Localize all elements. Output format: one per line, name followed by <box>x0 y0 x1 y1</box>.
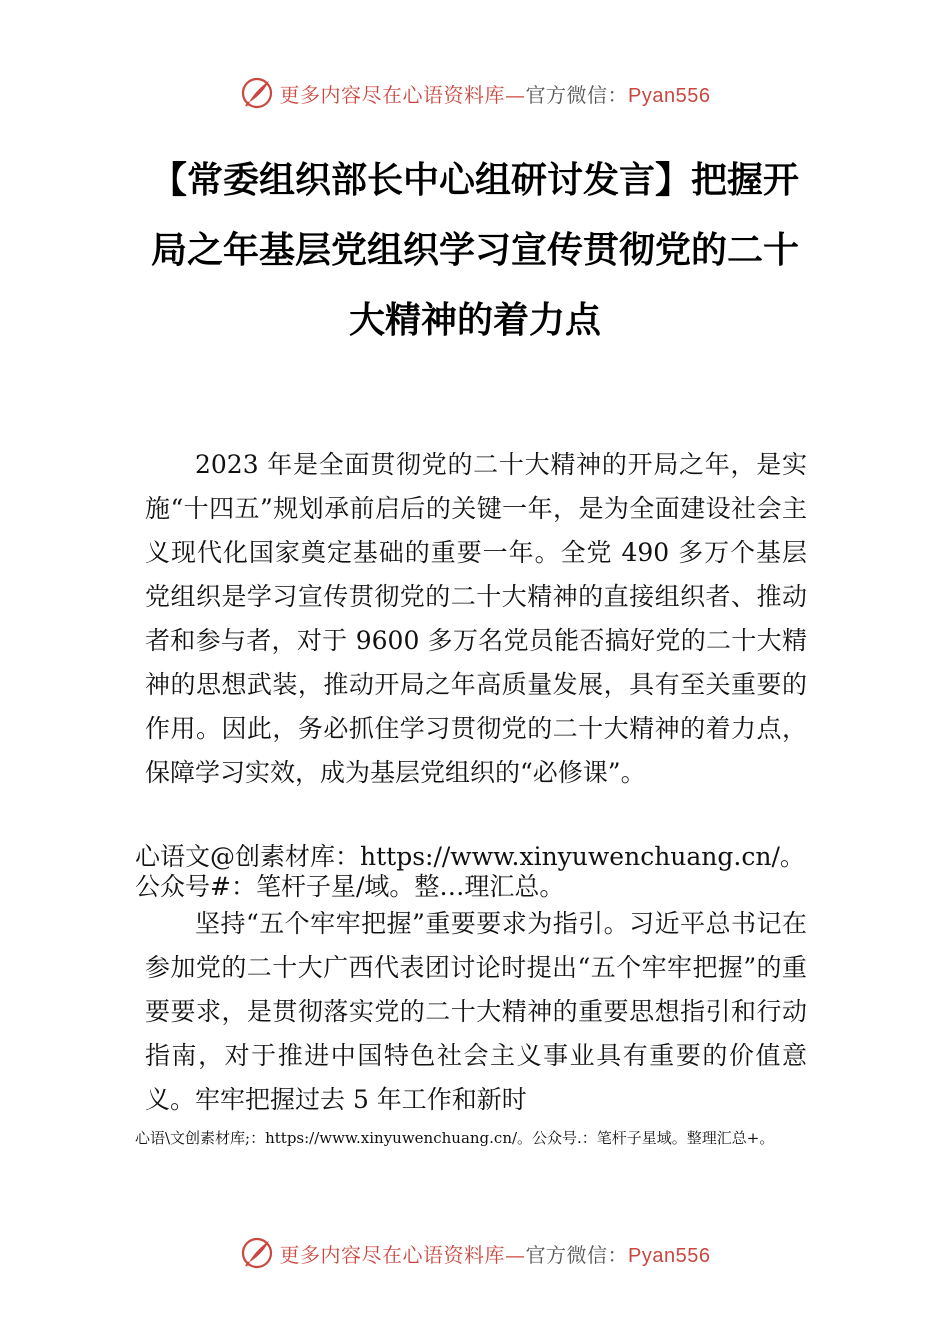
header-banner <box>0 73 950 113</box>
source-watermark-line: 心语文@创素材库：https://www.xinyuwenchuang.cn/。公众号#：笔杆子星/域。整…理汇总。 <box>135 842 805 901</box>
banner-wechat-label: 官方微信： <box>525 1242 629 1267</box>
document-title: 【常委组织部长中心组研讨发言】把握开局之年基层党组织学习宣传贯彻党的二十大精神的着力点 <box>150 160 799 341</box>
banner-wechat-label: 官方微信： <box>525 82 629 107</box>
quill-logo-icon <box>240 1236 274 1270</box>
banner-dash: — <box>505 82 526 107</box>
paragraph-intro: 2023 年是全面贯彻党的二十大精神的开局之年，是实施“十四五”规划承前启后的关键一年，是为全面建设社会主义现代化国家奠定基础的重要一年。全党 490 多万个基层党组织是学习宣传贯彻党的二十大精神的直接组织者、推动者和参与者，对于 9600 多万名党员能否搞好党的二十大精神的思想武装，推动开局之年高质量发展，具有至关重要的作用。因此，务必抓住学习贯彻党的二十大精神的着力点，保障学习实效，成为基层党组织的“必修课”。 <box>145 450 807 787</box>
footer-banner <box>0 1233 950 1273</box>
banner-text <box>280 1239 711 1268</box>
banner-wechat-id: Pyan556 <box>628 1244 711 1267</box>
footer-source-note: 心语\文创素材库;：https://www.xinyuwenchuang.cn/。公众号.：笔杆子星域。整理汇总+。 <box>135 1129 775 1147</box>
banner-dash: — <box>505 1242 526 1267</box>
quill-logo-icon <box>240 76 274 110</box>
paragraph-five-grasps: 坚持“五个牢牢把握”重要要求为指引。习近平总书记在参加党的二十大广西代表团讨论时提出“五个牢牢把握”的重要要求，是贯彻落实党的二十大精神的重要思想指引和行动指南，对于推进中国特色社会主义事业具有重要的价值意义。牢牢把握过去 5 年工作和新时 <box>145 909 807 1114</box>
banner-main-text: 更多内容尽在心语资料库 <box>279 82 506 107</box>
banner-text <box>280 79 711 108</box>
banner-main-text: 更多内容尽在心语资料库 <box>279 1242 506 1267</box>
banner-wechat-id: Pyan556 <box>628 84 711 107</box>
